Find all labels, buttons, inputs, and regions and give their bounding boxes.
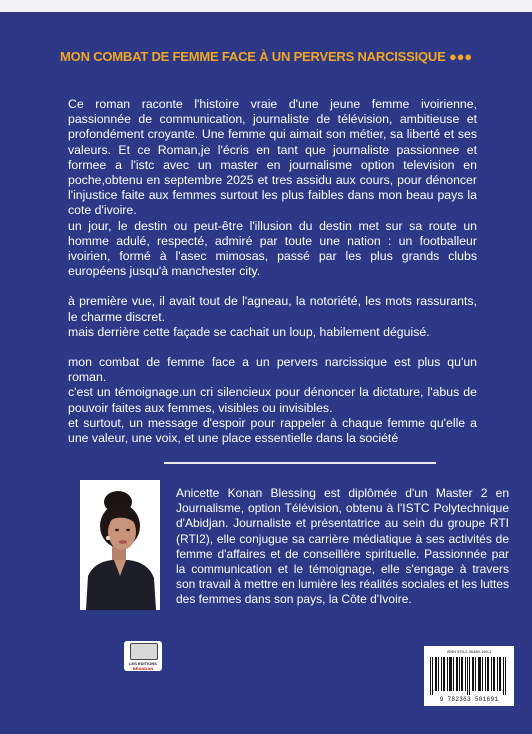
publisher-emblem-icon xyxy=(130,643,158,660)
synopsis-paragraph-5: mon combat de femme face a un pervers narcissique est plus qu'un roman. xyxy=(68,355,477,385)
synopsis-paragraph-7: et surtout, un message d'espoir pour rappeler à chaque femme qu'elle a une valeur, une voix, et une place essentielle dans la société xyxy=(68,415,477,446)
synopsis-paragraph-1: Ce roman raconte l'histoire vraie d'une jeune femme ivoirienne, passionnée de communication, journaliste de télévision, ambitieuse et profondément croyante. Une femme qui aimait son métier, sa liberté et ses valeurs. Et ce Roman,je l'écris en tant que journaliste passionnee et formee a l'istc avec un master en journalisme option television en poche,obtenu en septembre 2025 et tres assidu aux cours, pour dénoncer l'injustice faite aux femmes surtout les plus faibles dans mon beau pays la cote d'ivoire. xyxy=(68,97,477,218)
isbn-barcode xyxy=(424,646,514,706)
divider-line xyxy=(164,462,436,464)
synopsis xyxy=(68,97,477,446)
synopsis-paragraph-6: c'est un témoignage.un cri silencieux pour dénoncer la dictature, l'abus de pouvoir faites aux femmes, visibles ou invisibles. xyxy=(68,385,477,415)
author-photo xyxy=(80,480,160,610)
author-bio: Anicette Konan Blessing est diplômée d'un Master 2 en Journalisme, option Télévision, obtenu à l'ISTC Polytechnique d'Abidjan. Journaliste et présentatrice au sein du groupe RTI (RTI2), elle conjugue sa carrière médiatique à ses activités de femme d'affaires et de conseillère spirituelle. Passionnée par la communication et le témoignage, elle s'engage à travers son travail à mettre en lumière les réalités sociales et les luttes des femmes dans son pays, la Côte d'Ivoire. xyxy=(176,486,509,607)
barcode-number: 9 782363 501691 xyxy=(439,696,499,703)
synopsis-paragraph-2: un jour, le destin ou peut-être l'illusion du destin met sur sa route un homme adulé, respecté, admiré par toute une nation : un footballeur ivoirien, formé à l'asec mimosas, passé par les plus grands clubs européens jusqu'à manchester city. xyxy=(68,218,477,279)
top-border xyxy=(0,0,532,12)
book-title: MON COMBAT DE FEMME FACE À UN PERVERS NARCISSIQUE ●●● xyxy=(60,49,472,64)
isbn-label: ISBN 978-2-36389-169-1 xyxy=(446,649,492,654)
author-portrait-image xyxy=(80,480,160,610)
publisher-logo-line-2: BRANDAN xyxy=(132,666,154,671)
synopsis-paragraph-4: mais derrière cette façade se cachait un loup, habilement déguisé. xyxy=(68,324,430,339)
synopsis-paragraph-3: à première vue, il avait tout de l'agneau, la notoriété, les mots rassurants, le charme discret. xyxy=(68,294,477,324)
publisher-logo xyxy=(124,641,162,671)
publisher-logo-line-1: LES EDITIONS xyxy=(129,661,157,666)
barcode-icon xyxy=(430,657,508,695)
